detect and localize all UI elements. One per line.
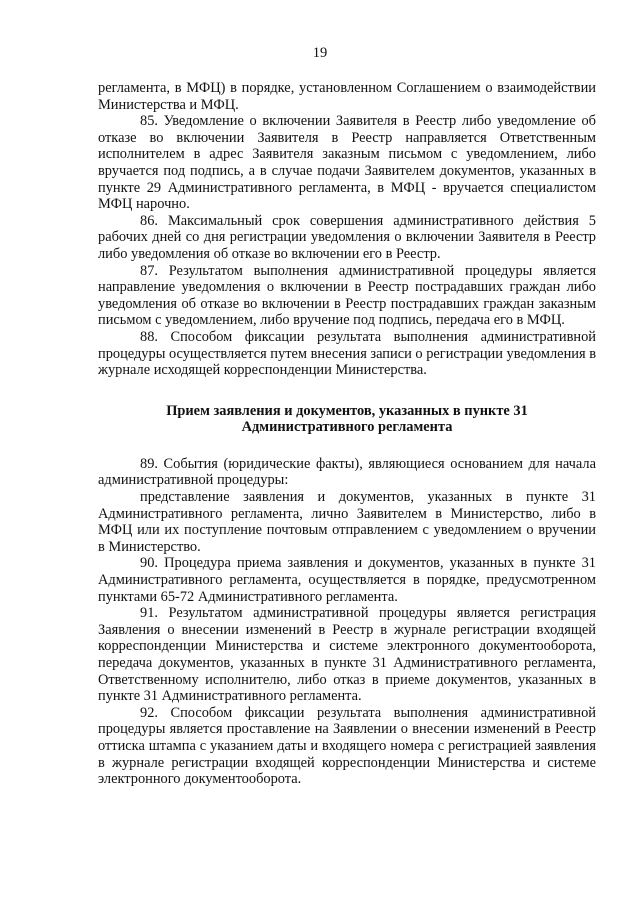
paragraph-89: 89. События (юридические факты), являющиеся основанием для начала административной процедуры: — [98, 455, 596, 489]
section-heading — [98, 403, 596, 436]
section-heading-line-1: Прием заявления и документов, указанных в пункте 31 — [166, 402, 528, 419]
paragraph-85: 85. Уведомление о включении Заявителя в Реестр либо уведомление об отказе во включении Заявителя в Реестр направляется Ответственным исполнителем в адрес Заявителя заказным письмом с уведомлением, либо вручается под подпись, а в случае подачи Заявителем документов, указанных в пункте 29 Административного регламента, в МФЦ - вручается специалистом МФЦ нарочно. — [98, 113, 596, 213]
paragraph-87: 87. Результатом выполнения административной процедуры является направление уведомления о включении в Реестр пострадавших граждан либо уведомления об отказе во включении в Реестр пострадавших граждан заказным письмом с уведомлением, либо вручение под подпись, передача его в МФЦ. — [98, 262, 596, 329]
paragraph-continuation: регламента, в МФЦ) в порядке, установленном Соглашением о взаимодействии Министерства и МФЦ. — [98, 80, 596, 113]
paragraph-90: 90. Процедура приема заявления и документов, указанных в пункте 31 Административного регламента, осуществляется в порядке, предусмотренном пунктами 65-72 Административного регламента. — [98, 555, 596, 605]
paragraph-89-item: представление заявления и документов, указанных в пункте 31 Административного регламента, лично Заявителем в Министерство, либо в МФЦ или их поступление почтовым отправлением с уведомлением о вручении в Министерство. — [98, 489, 596, 555]
paragraph-88: 88. Способом фиксации результата выполнения административной процедуры осуществляется путем внесения записи о регистрации уведомления в журнале исходящей корреспонденции Министерства. — [98, 328, 596, 379]
page-number: 19 — [312, 45, 328, 61]
paragraph-91: 91. Результатом административной процедуры является регистрация Заявления о внесении изменений в Реестр в журнале регистрации входящей корреспонденции Министерства и системе электронного документооборота, передача документов, указанных в пункте 31 Административного регламента, Ответственному исполнителю, либо отказ в приеме документов, указанных в пункте 31 Административного регламента. — [98, 605, 596, 705]
section-heading-line-2: Административного регламента — [241, 419, 453, 436]
paragraph-92: 92. Способом фиксации результата выполнения административной процедуры является проставление на Заявлении о внесении изменений в Реестр оттиска штампа с указанием даты и входящего номера с регистрацией заявления в журнале регистрации входящей корреспонденции Министерства и системе электронного документооборота. — [98, 704, 596, 788]
paragraph-86: 86. Максимальный срок совершения административного действия 5 рабочих дней со дня регистрации уведомления о включении Заявителя в Реестр либо уведомления об отказе во включении его в Реестр. — [98, 212, 596, 262]
document-body — [98, 80, 596, 788]
